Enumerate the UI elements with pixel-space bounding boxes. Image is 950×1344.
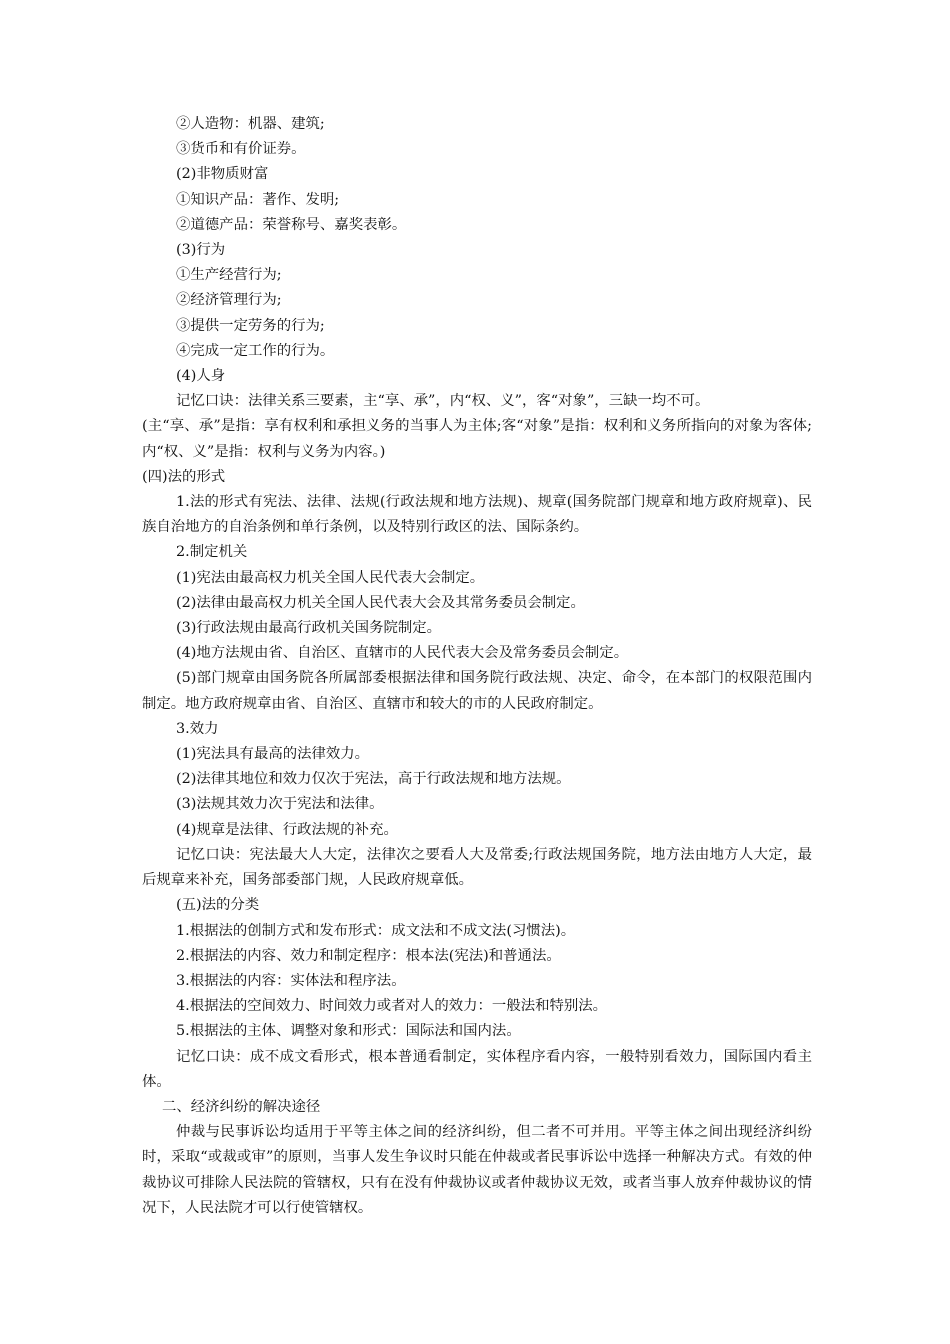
list-item: (3)法规其效力次于宪法和法律。 [176, 796, 384, 813]
list-item: (2)法律由最高权力机关全国人民代表大会及其常务委员会制定。 [176, 594, 585, 611]
list-item: (4)规章是法律、行政法规的补充。 [176, 821, 398, 838]
subheading: 3.效力 [176, 720, 219, 737]
list-item: ②道德产品：荣誉称号、嘉奖表彰。 [176, 216, 407, 233]
mnemonic-paragraph: 记忆口诀：成不成文看形式，根本普通看制定，实体程序看内容，一般特别看效力，国际国内看主体。 [142, 1048, 812, 1090]
body-paragraph: 1.法的形式有宪法、法律、法规(行政法规和地方法规)、规章(国务院部门规章和地方政府规章)、民族自治地方的自治条例和单行条例，以及特别行政区的法、国际条约。 [142, 494, 812, 536]
mnemonic-paragraph: 记忆口诀：法律关系三要素，主“享、承”，内“权、义”，客“对象”，三缺一均不可。 [176, 393, 710, 410]
list-item: ③提供一定劳务的行为; [176, 317, 325, 334]
subheading: (2)非物质财富 [176, 166, 269, 183]
list-item: ②经济管理行为; [176, 292, 282, 309]
subheading: (3)行为 [176, 242, 226, 259]
list-item: (1)宪法具有最高的法律效力。 [176, 746, 370, 763]
list-item: ①知识产品：著作、发明; [176, 191, 340, 208]
mnemonic-note: (主“享、承”是指：享有权利和承担义务的当事人为主体;客“对象”是指：权利和义务所指向的对象为客体;内“权、义”是指：权利与义务为内容。) [142, 418, 812, 460]
list-item: 3.根据法的内容：实体法和程序法。 [176, 972, 406, 989]
body-paragraph: (5)部门规章由国务院各所属部委根据法律和国务院行政法规、决定、命令，在本部门的权限范围内制定。地方政府规章由省、自治区、直辖市和较大的市的人民政府制定。 [142, 670, 812, 712]
mnemonic-paragraph: 记忆口诀：宪法最大人大定，法律次之要看人大及常委;行政法规国务院，地方法由地方人大定，最后规章来补充，国务部委部门规，人民政府规章低。 [142, 846, 812, 889]
body-paragraph: 仲裁与民事诉讼均适用于平等主体之间的经济纠纷，但二者不可并用。平等主体之间出现经济纠纷时，采取“或裁或审”的原则，当事人发生争议时只能在仲裁或者民事诉讼中选择一种解决方式。有效的仲裁协议可排除人民法院的管辖权，只有在没有仲裁协议或者仲裁协议无效，或者当事人放弃仲裁协议的情况下，人民法院才可以行使管辖权。 [142, 1124, 812, 1216]
list-item: (4)地方法规由省、自治区、直辖市的人民代表大会及常务委员会制定。 [176, 645, 629, 662]
list-item: ④完成一定工作的行为。 [176, 342, 335, 359]
list-item: (1)宪法由最高权力机关全国人民代表大会制定。 [176, 569, 485, 586]
list-item: (3)行政法规由最高行政机关国务院制定。 [176, 620, 442, 637]
section-heading: (四)法的形式 [142, 468, 226, 485]
list-item: ③货币和有价证券。 [176, 141, 306, 158]
subheading: 2.制定机关 [176, 544, 248, 561]
list-item: 4.根据法的空间效力、时间效力或者对人的效力：一般法和特别法。 [176, 998, 608, 1015]
chapter-heading: 二、经济纠纷的解决途径 [162, 1098, 321, 1115]
list-item: (2)法律其地位和效力仅次于宪法，高于行政法规和地方法规。 [176, 771, 571, 788]
list-item: 2.根据法的内容、效力和制定程序：根本法(宪法)和普通法。 [176, 947, 561, 964]
list-item: 1.根据法的创制方式和发布形式：成文法和不成文法(习惯法)。 [176, 922, 576, 939]
subheading: (4)人身 [176, 368, 226, 385]
list-item: ①生产经营行为; [176, 267, 282, 284]
list-item: 5.根据法的主体、调整对象和形式：国际法和国内法。 [176, 1023, 521, 1040]
document-body [142, 112, 812, 1221]
section-heading: (五)法的分类 [176, 897, 260, 914]
list-item: ②人造物：机器、建筑; [176, 116, 325, 132]
